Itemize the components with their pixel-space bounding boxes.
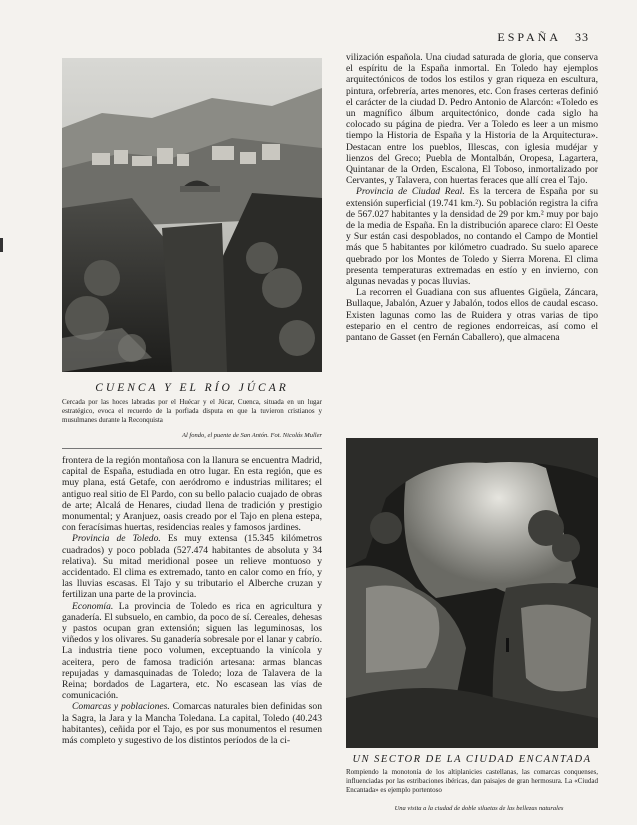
ciudad-encantada-title: UN SECTOR DE LA CIUDAD ENCANTADA bbox=[352, 754, 592, 765]
paragraph-guadiana: La recorren el Guadiana con sus afluentes Gigüela, Záncara, Bullaque, Jabalón, Azuer y Jabalón, todos ellos de caudal escaso. Existen lagunas como las de Ruidera y otras varias de tipo estepario en el centro de regiones endorreicas, así como el pantano de Gasset (en Fernán Caballero), que almacena bbox=[346, 287, 598, 344]
ciudad-encantada-credit: Una visita a la ciudad de doble siluetas de las bellezas naturales bbox=[394, 805, 564, 812]
paragraph-ciudad-real bbox=[346, 186, 598, 287]
section-divider bbox=[62, 448, 322, 449]
paragraph-comarcas bbox=[62, 701, 322, 746]
heading-comarcas: Comarcas y poblaciones. bbox=[72, 701, 170, 713]
paragraph-toledo-text: Es muy extensa (15.345 kilómetros cuadrados) y poco poblada (527.474 habitantes de absoluta y 34 relativa). Su mitad meridional posee un relieve montuoso y accidentado. El clima es extremado, tanto en calor como en frío, y las lluvias escasas. El Tajo y su tributario el Alberche cruzan y fertilizan una parte de la provincia. bbox=[62, 533, 322, 601]
paragraph-economia bbox=[62, 601, 322, 702]
binding-edge-mark bbox=[0, 238, 3, 252]
paragraph-economia-text: La provincia de Toledo es rica en agricultura y ganadería. El subsuelo, en cambio, da poco de sí. Cereales, dehesas y pastos ocupan gran extensión; siguen las leguminosas, los viñedos y los olivares. Su ganadería sobresale por el lanar y cabrío. La industria tiene poco volumen, exceptuando la vinícola y aceitera, pero de famosa tradición artesana: armas blancas repujadas y damasquinadas de Toledo; loza de Talavera de la Reina; bordados de Lagartera, etc. No escasean las vías de comunicación. bbox=[62, 600, 322, 702]
heading-economia: Economía. bbox=[72, 600, 114, 612]
paragraph-comarcas-text: Comarcas naturales bien definidas son la Sagra, la Jara y la Mancha Toledana. La capital, Toledo (40.243 habitantes), ceñida por el Tajo, es por sus monumentos el resumen más completo y sugestivo de los distintos períodos de la ci- bbox=[62, 701, 322, 747]
running-title: ESPAÑA bbox=[497, 30, 561, 44]
cuenca-photo bbox=[62, 58, 322, 372]
paragraph-madrid: frontera de la región montañosa con la llanura se encuentra Madrid, capital de España, estudiada en otro lugar. En esta región, que es muy plana, está Getafe, con aeródromo e industrias militares; el antiguo real sitio de El Pardo, con su bello palacio cuajado de obras de arte; Alcalá de Henares, ciudad llena de tradición y prestigio monumental; y Aranjuez, oasis creado por el Tajo en plena estepa, con feracísimas huertas, residencias reales y famosos jardines. bbox=[62, 455, 322, 534]
cuenca-photo-title: CUENCA Y EL RÍO JÚCAR bbox=[95, 382, 289, 394]
running-header bbox=[497, 30, 589, 45]
cuenca-photo-caption: Cercada por las hoces labradas por el Huécar y el Júcar, Cuenca, situada en un lugar estratégico, evoca el recuerdo de la porfiada disputa en que la tuvieron cristianos y musulmanes durante la Reconquista bbox=[62, 398, 322, 424]
heading-provincia-ciudad-real: Provincia de Ciudad Real. bbox=[356, 186, 465, 198]
right-column-text bbox=[346, 52, 598, 430]
cuenca-photo-credit: Al fondo, el puente de San Antón. Fot. Nicolás Muller bbox=[182, 432, 322, 439]
ciudad-encantada-caption: Rompiendo la monotonía de los altiplanicies castellanas, las comarcas conquenses, influenciadas por las estribaciones ibéricas, dan paisajes de gran hermosura. La «Ciudad Encantada» es ejemplo portentoso bbox=[346, 768, 598, 794]
page-number: 33 bbox=[575, 30, 589, 44]
left-column-text bbox=[62, 455, 322, 825]
heading-provincia-toledo: Provincia de Toledo. bbox=[72, 533, 161, 545]
ciudad-encantada-photo bbox=[346, 438, 598, 748]
paragraph-toledo bbox=[62, 533, 322, 600]
paragraph-ciudad-real-text: Es la tercera de España por su extensión superficial (19.741 km.²). Su población registra la cifra de 567.027 habitantes y la densidad de 29 por km.² muy por bajo de la media de España. En la distribución aparece claro: El Oeste y Sur están casi despoblados, no contando el Campo de Montiel más que 5 habitantes por kilómetro cuadrado. Su suelo aparece quebrado por los Montes de Toledo y Sierra Morena. El clima presenta temperaturas extremadas en estío y en invierno, con algunas nevadas y pocas lluvias. bbox=[346, 186, 598, 288]
paragraph-toledo-cont: vilización española. Una ciudad saturada de gloria, que conserva el espíritu de la España inmortal. En Toledo hay ejemplos arquitectónicos de todos los estilos y gran riqueza en escultura, pintura, orfebrería, artes menores, etc. Con frases certeras definió el carácter de la ciudad D. Pedro Antonio de Alarcón: «Toledo es un magnífico álbum arquitectónico, donde cada siglo ha colocado su página de piedra. Ver a Toledo es leer a un mismo tiempo la Historia de España y la Historia de la Arquitectura». Destacan entre los pueblos, Illescas, con iglesia mudéjar y lienzos del Greco; Puebla de Montalbán, Oropesa, Lagartera, Quintanar de la Orden, Escalona, El Toboso, inmortalizado por Cervantes, y Talavera, con huertas feraces que allí crea el Tajo. bbox=[346, 52, 598, 187]
